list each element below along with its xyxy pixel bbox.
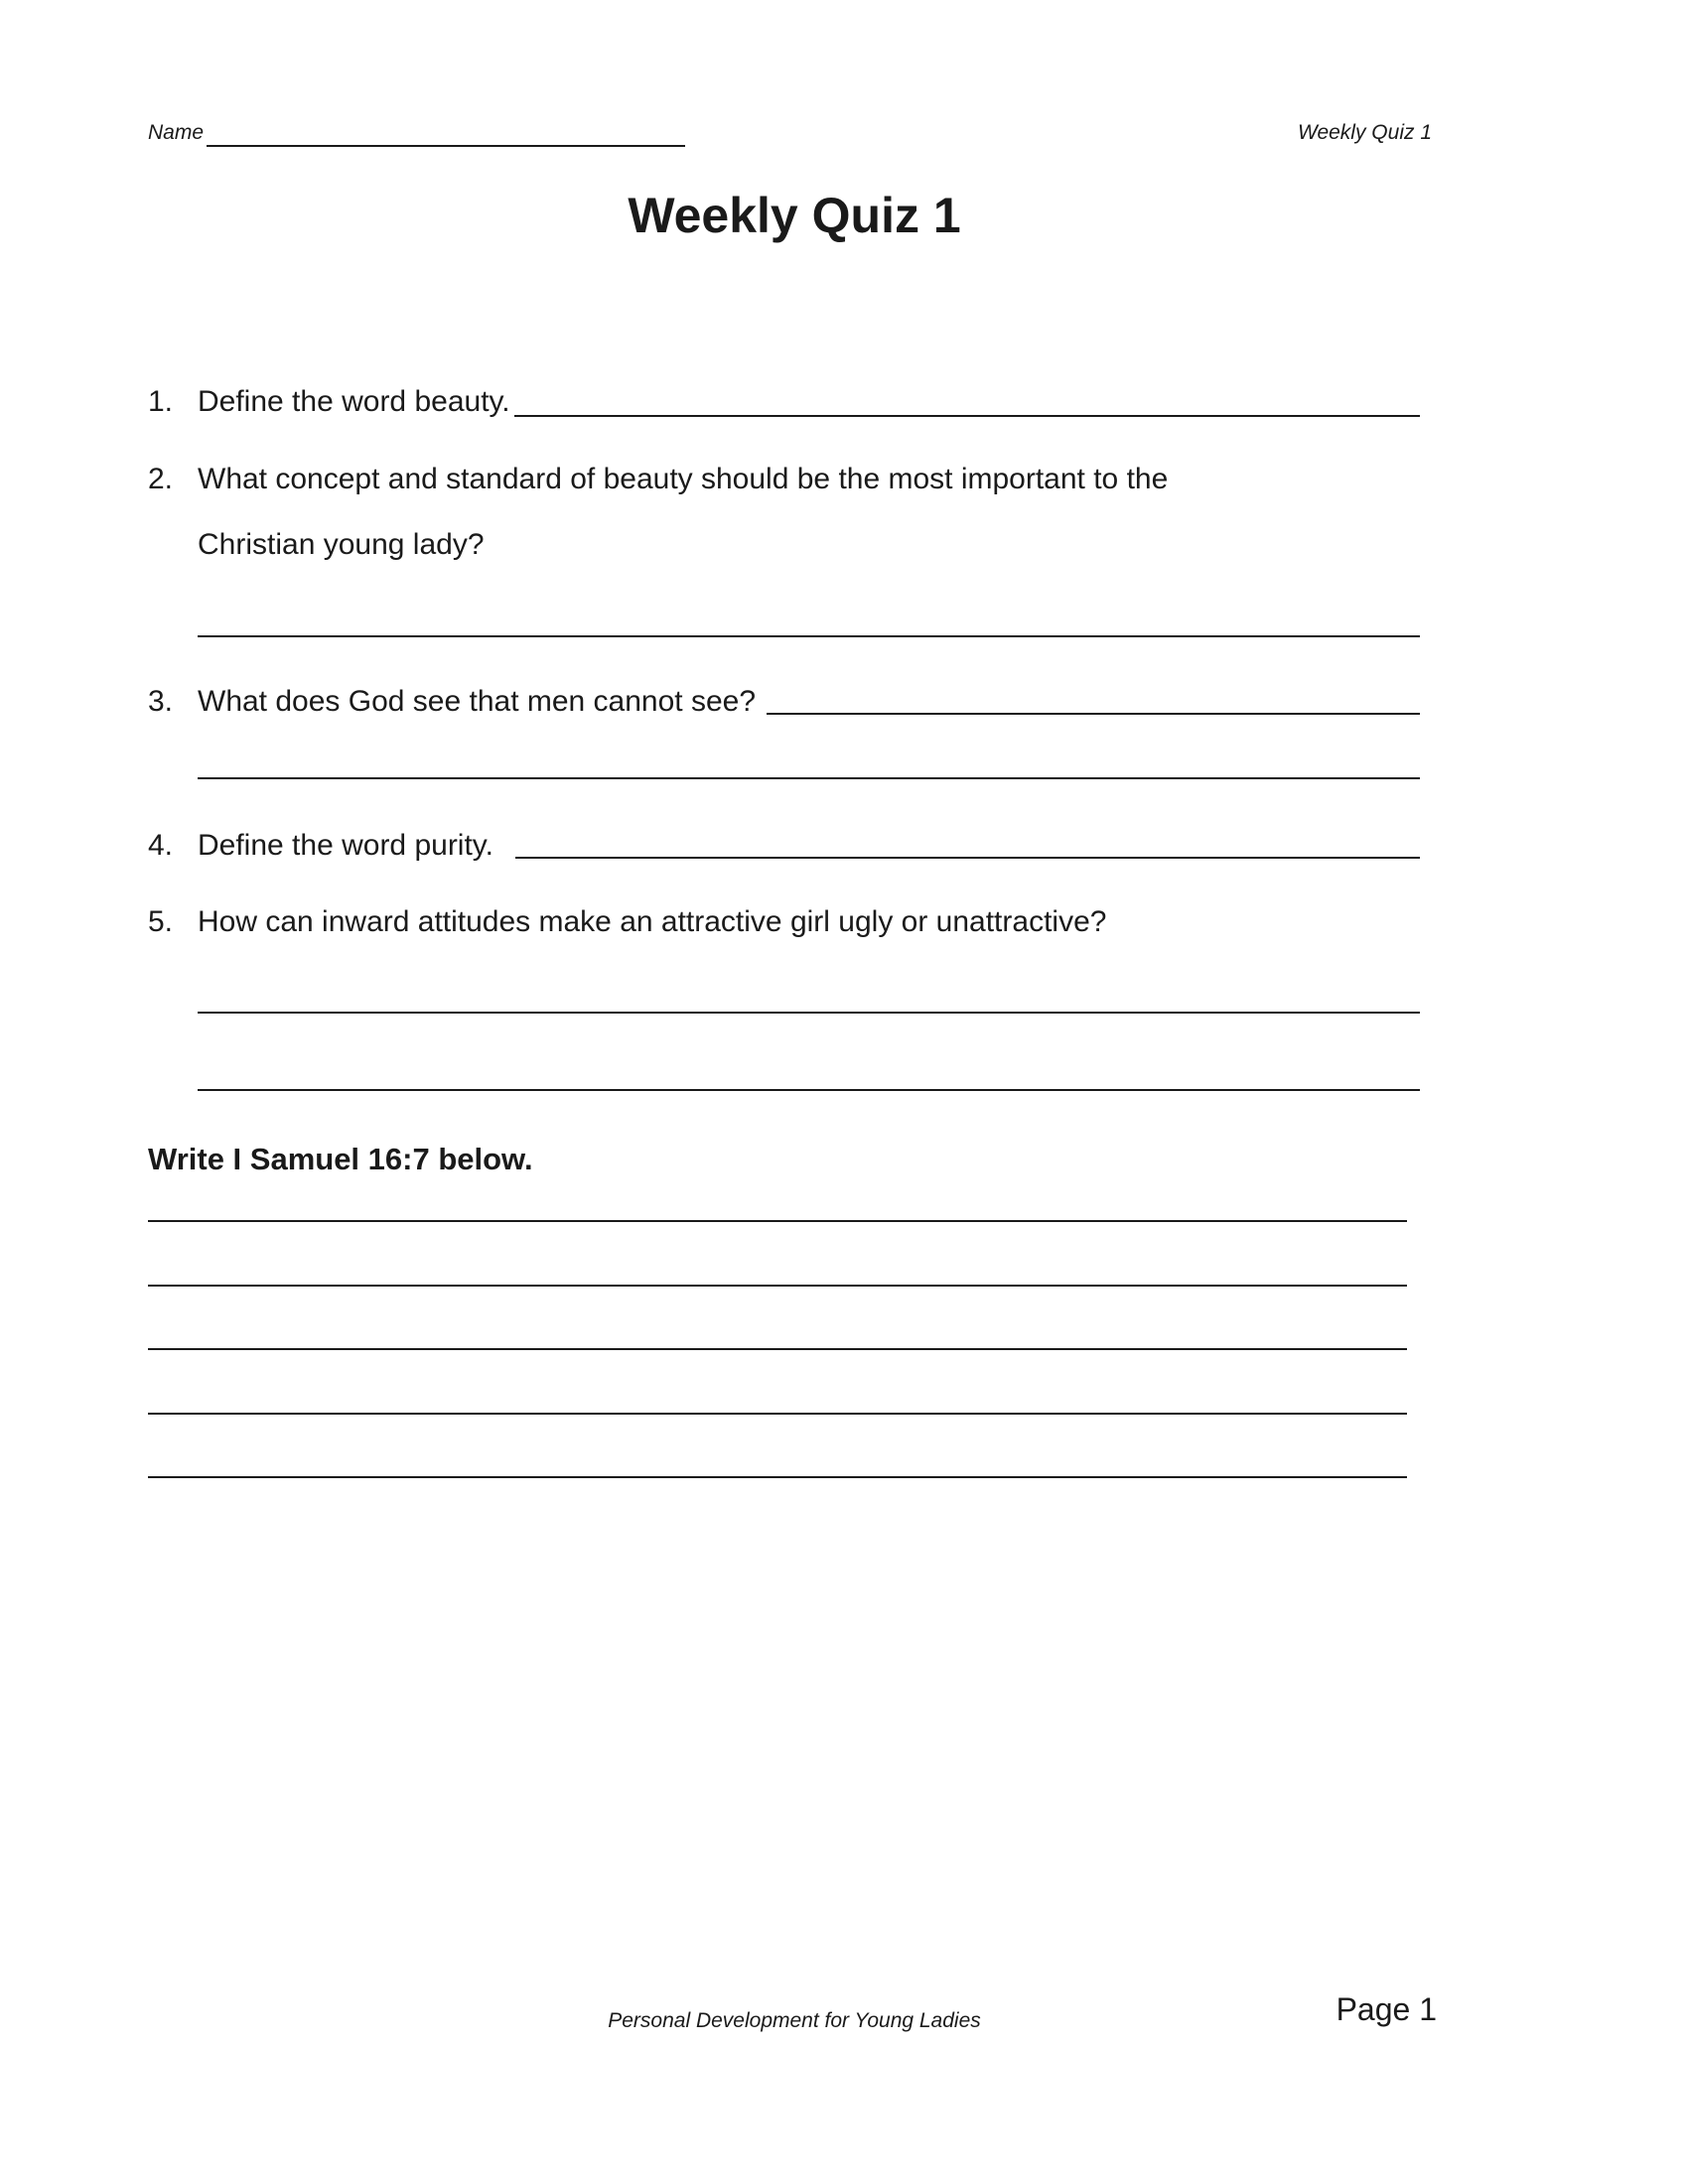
writing-line[interactable] (148, 1476, 1407, 1478)
answer-line[interactable] (515, 857, 1420, 859)
page-title: Weekly Quiz 1 (628, 188, 961, 243)
footer-course-title: Personal Development for Young Ladies (608, 2009, 981, 2032)
question-number: 5. (148, 905, 174, 938)
question-number: 4. (148, 829, 174, 862)
question-number: 2. (148, 463, 174, 495)
answer-line[interactable] (198, 777, 1420, 779)
question-number: 3. (148, 685, 174, 718)
writing-line[interactable] (148, 1413, 1407, 1415)
writing-line[interactable] (148, 1220, 1407, 1222)
name-label: Name (148, 121, 205, 144)
answer-line[interactable] (198, 1089, 1420, 1091)
question-text: What does God see that men cannot see? (198, 685, 757, 718)
question-text: Define the word purity. (198, 829, 493, 862)
question-number: 1. (148, 385, 174, 418)
question-text: What concept and standard of beauty should be the most important to the (198, 463, 1169, 495)
answer-line[interactable] (198, 635, 1420, 637)
answer-line[interactable] (198, 1012, 1420, 1014)
question-text: How can inward attitudes make an attractive girl ugly or unattractive? (198, 905, 1107, 938)
answer-line[interactable] (514, 415, 1420, 417)
scripture-section-title: Write I Samuel 16:7 below. (148, 1142, 533, 1176)
page-number: Page 1 (1336, 1991, 1437, 2027)
name-field[interactable] (207, 145, 685, 147)
answer-line[interactable] (767, 713, 1420, 715)
writing-line[interactable] (148, 1348, 1407, 1350)
header-quiz-label: Weekly Quiz 1 (1298, 121, 1432, 144)
question-text-continued: Christian young lady? (198, 528, 485, 561)
writing-line[interactable] (148, 1285, 1407, 1287)
question-text: Define the word beauty. (198, 385, 510, 418)
